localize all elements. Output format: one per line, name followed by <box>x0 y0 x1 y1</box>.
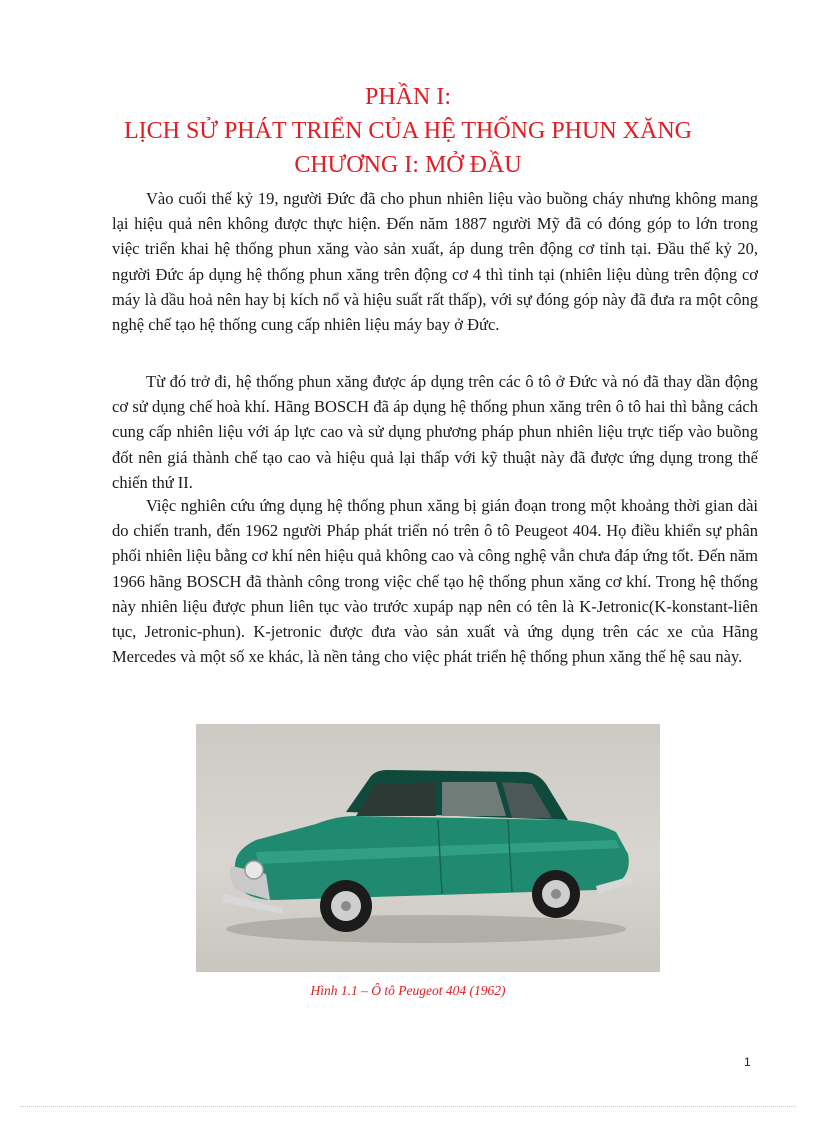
chapter-heading: CHƯƠNG I: MỞ ĐẦU <box>294 152 522 178</box>
figure-car-photo <box>196 724 660 972</box>
peugeot-404-car-illustration <box>196 724 660 972</box>
paragraph-1: Vào cuối thế kỷ 19, người Đức đã cho phun nhiên liệu vào buồng cháy nhưng không mang lại hiệu quả nên không được thực hiện. Đến năm 1887 người Mỹ đã có đóng góp to lớn trong việc triển khai hệ thống phun xăng vào sản xuất, áp dung trên động cơ tỉnh tại. Đầu thế kỷ 20, người Đức áp dụng hệ thống phun xăng trên động cơ 4 thì tỉnh tại (nhiên liệu dùng trên động cơ máy là dầu hoả nên hay bị kích nổ và hiệu suất rất thấp), với sự đóng góp này đã đưa ra một công nghệ chế tạo hệ thống cung cấp nhiên liệu máy bay ở Đức. <box>112 189 758 335</box>
figure-caption: Hình 1.1 – Ô tô Peugeot 404 (1962) <box>310 983 506 998</box>
part-heading: PHẦN I: <box>364 84 451 110</box>
paragraph-2: Từ đó trở đi, hệ thống phun xăng được áp dụng trên các ô tô ở Đức và nó đã thay dần động cơ sử dụng chế hoà khí. Hãng BOSCH đã áp dụng hệ thống phun xăng trên ô tô hai thì bằng cách cung cấp nhiên liệu với áp lực cao và sử dụng phương pháp phun nhiên liệu trực tiếp vào buồng đốt nên giá thành chế tạo cao và hiệu quả lại thấp với kỹ thuật này đã được ứng dụng trong thế chiến thứ II. <box>112 372 758 492</box>
paragraph-3: Việc nghiên cứu ứng dụng hệ thống phun xăng bị gián đoạn trong một khoảng thời gian dài do chiến tranh, đến 1962 người Pháp phát triển nó trên ô tô Peugeot 404. Họ điều khiển sự phân phối nhiên liệu bằng cơ khí nên hiệu quả không cao và công nghệ vẫn chưa đáp ứng tốt. Đến năm 1966 hãng BOSCH đã thành công trong việc chế tạo hệ thống phun xăng cơ khí. Trong hệ thống này nhiên liệu được phun liên tục vào trước xupáp nạp nên có tên là K-Jetronic(K-konstant-liên tục, Jetronic-phun). K-jetronic được đưa vào sản xuất và ứng dụng trên các xe của Hãng Mercedes và một số xe khác, là nền tảng cho việc phát triển hệ thống phun xăng thế hệ sau này. <box>112 496 758 667</box>
page-number: 1 <box>744 1055 751 1069</box>
page-bottom-divider <box>20 1106 796 1107</box>
section-heading: LỊCH SỬ PHÁT TRIỂN CỦA HỆ THỐNG PHUN XĂNG <box>124 118 692 144</box>
